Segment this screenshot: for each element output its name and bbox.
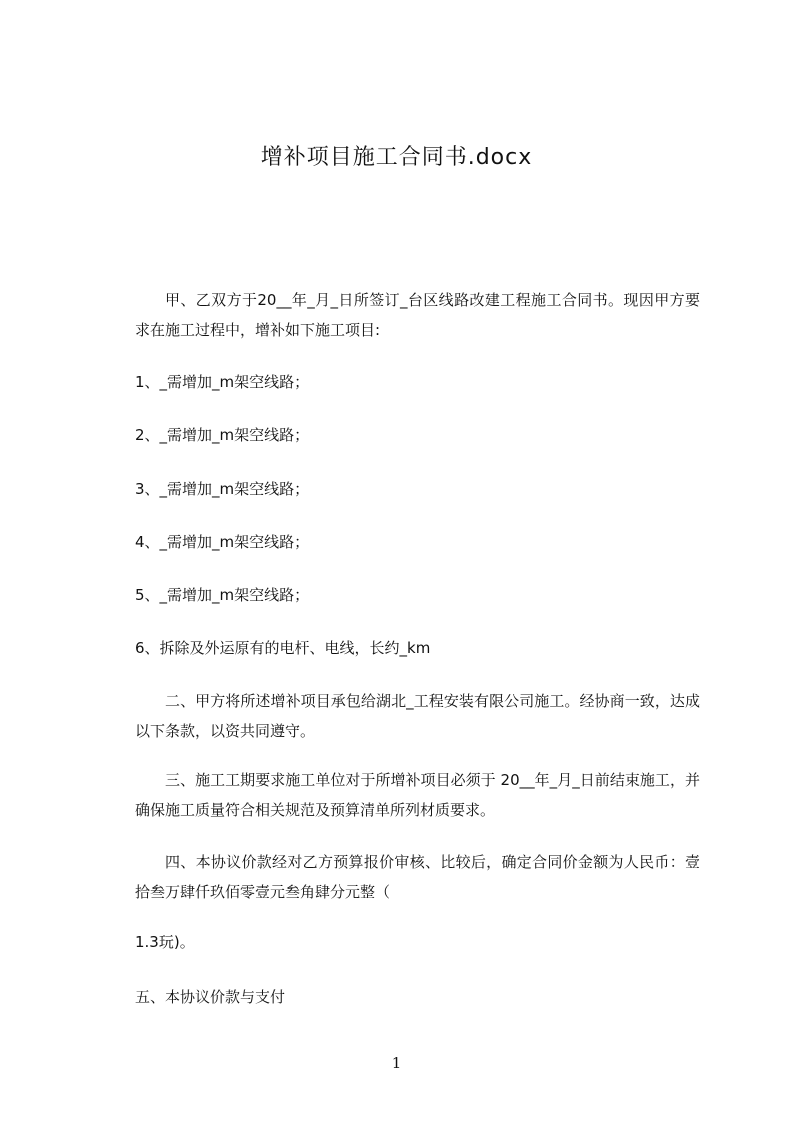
list-item: 1、_需增加_m架空线路； (135, 373, 310, 391)
clause-4-paragraph: 四、本协议价款经对乙方预算报价审核、比较后，确定合同价金额为人民币：壹拾叁万肆仟玖佰零壹元叁角肆分元整（ (135, 853, 700, 901)
list-item: 3、_需增加_m架空线路； (135, 480, 310, 498)
document-title: 增补项目施工合同书.docx (260, 145, 533, 170)
list-item: 4、_需增加_m架空线路； (135, 533, 310, 551)
clause-5-heading: 五、本协议价款与支付 (135, 988, 286, 1006)
list-item: 6、拆除及外运原有的电杆、电线，长约_km (135, 639, 431, 657)
list-item: 5、_需增加_m架空线路； (135, 586, 310, 604)
clause-2-paragraph: 二、甲方将所述增补项目承包给湖北_工程安装有限公司施工。经协商一致，达成以下条款，以资共同遵守。 (135, 692, 700, 740)
intro-paragraph: 甲、乙双方于20__年_月_日所签订_台区线路改建工程施工合同书。现因甲方要求在施工过程中，增补如下施工项目: (135, 291, 700, 339)
page-number: 1 (391, 1054, 402, 1072)
clause-3-paragraph: 三、施工工期要求施工单位对于所增补项目必须于 20__年_月_日前结束施工，并确保施工质量符合相关规范及预算清单所列材质要求。 (135, 771, 700, 819)
clause-4-continuation: 1.3玩)。 (135, 933, 195, 951)
list-item: 2、_需增加_m架空线路； (135, 426, 310, 444)
